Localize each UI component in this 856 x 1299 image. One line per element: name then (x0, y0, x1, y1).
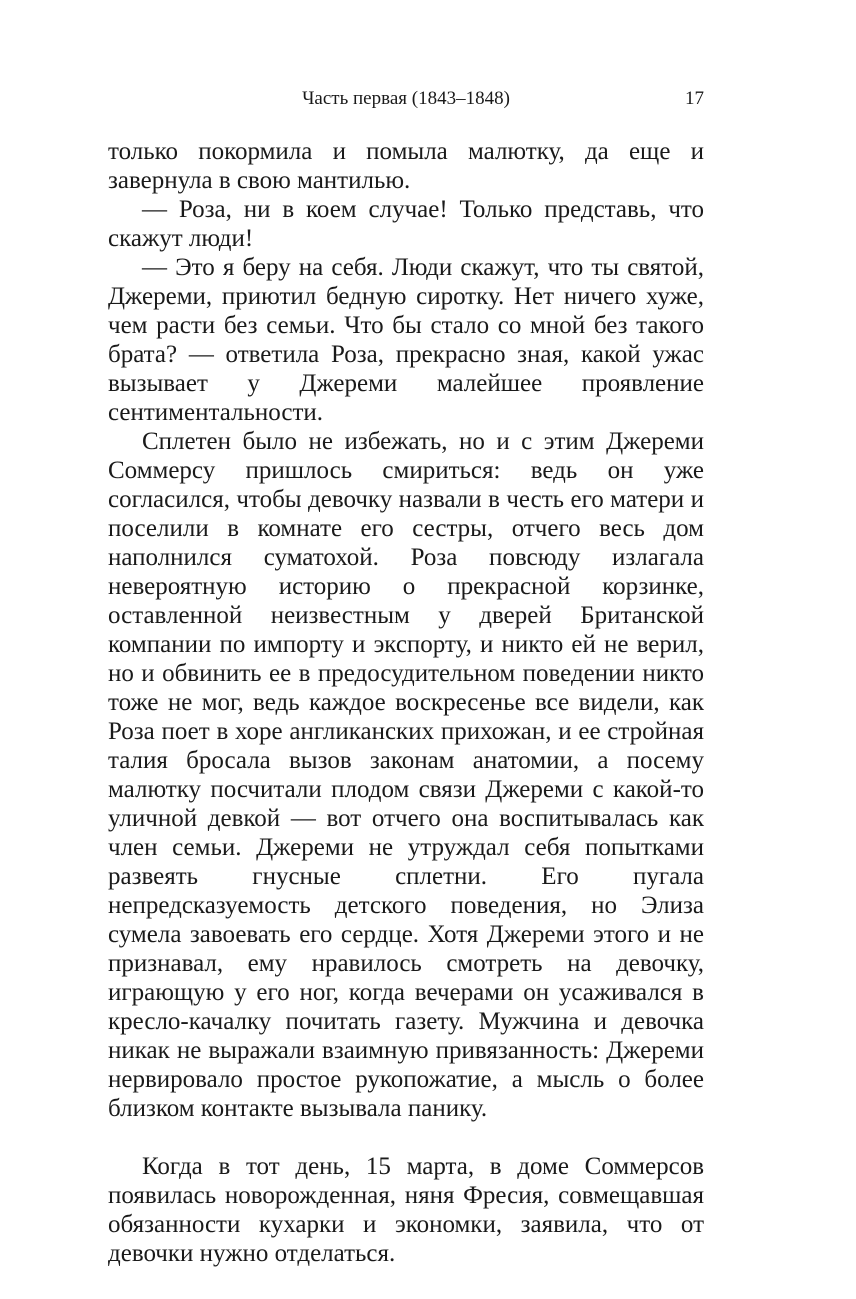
paragraph-after-break: Когда в тот день, 15 марта, в доме Соммерсов появилась новорожденная, няня Фресия, совмещавшая обязанности кухарки и экономки, заявила, что от девочки нужно отделаться. (108, 1153, 704, 1267)
page-number: 17 (685, 88, 704, 109)
paragraph-continuation: только покормила и помыла малютку, да еще и завернула в свою мантилью. (108, 138, 704, 194)
running-title: Часть первая (1843–1848) (302, 88, 510, 109)
paragraph-dialogue: — Роза, ни в коем случае! Только представь, что скажут люди! (108, 196, 704, 252)
text-body (108, 137, 704, 1268)
paragraph: Сплетен было не избежать, но и с этим Джереми Соммерсу пришлось смириться: ведь он уже согласился, чтобы девочку назвали в честь его матери и поселили в комнате его сестры, отчего весь дом наполнился суматохой. Роза повсюду излагала невероятную историю о прекрасной корзинке, оставленной неизвестным у дверей Британской компании по импорту и экспорту, и никто ей не верил, но и обвинить ее в предосудительном поведении никто тоже не мог, ведь каждое воскресенье все видели, как Роза поет в хоре англиканских прихожан, и ее стройная талия бросала вызов законам анатомии, а посему малютку посчитали плодом связи Джереми с какой-то уличной девкой — вот отчего она воспитывалась как член семьи. Джереми не утруждал себя попытками развеять гнусные сплетни. Его пугала непредсказуемость детского поведения, но Элиза сумела завоевать его сердце. Хотя Джереми этого и не признавал, ему нравилось смотреть на девочку, играющую у его ног, когда вечерами он усаживался в кресло-качалку почитать газету. Мужчина и девочка никак не выражали взаимную привязанность: Джереми нервировало простое рукопожатие, а мысль о более близком контакте вызывала панику. (108, 428, 704, 1122)
paragraph-dialogue: — Это я беру на себя. Люди скажут, что ты святой, Джереми, приютил бедную сиротку. Нет ничего хуже, чем расти без семьи. Что бы стало со мной без такого брата? — ответила Роза, прекрасно зная, какой ужас вызывает у Джереми малейшее проявление сентиментальности. (108, 254, 704, 426)
running-head (108, 84, 704, 114)
